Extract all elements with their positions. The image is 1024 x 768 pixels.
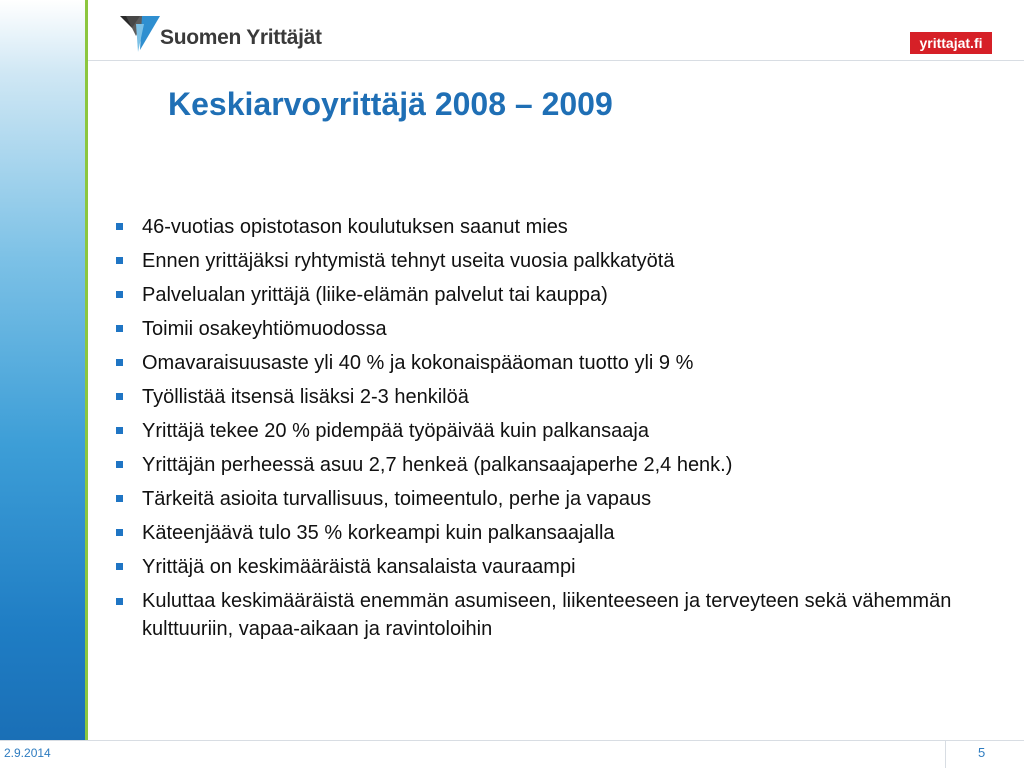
slide-title: Keskiarvoyrittäjä 2008 – 2009 xyxy=(168,86,613,122)
bullet-square-icon xyxy=(116,461,123,468)
list-item xyxy=(114,312,1004,346)
page-number: 5 xyxy=(978,745,986,760)
bullet-square-icon xyxy=(116,359,123,366)
bullet-text: Ennen yrittäjäksi ryhtymistä tehnyt useita vuosia palkkatyötä xyxy=(142,250,675,272)
list-item xyxy=(114,448,1004,482)
logo-mark-icon xyxy=(118,14,162,54)
bullet-square-icon xyxy=(116,598,123,605)
list-item xyxy=(114,414,1004,448)
bullet-text: Tärkeitä asioita turvallisuus, toimeentulo, perhe ja vapaus xyxy=(142,488,652,510)
company-logo xyxy=(118,14,358,54)
bullet-text: Kuluttaa keskimääräistä enemmän asumiseen, liikenteeseen ja terveyteen sekä vähemmän kulttuuriin, vapaa-aikaan ja ravintoloihin xyxy=(142,590,952,640)
list-item xyxy=(114,482,1004,516)
footer-divider xyxy=(0,740,1024,741)
bullet-text: Käteenjäävä tulo 35 % korkeampi kuin palkansaajalla xyxy=(142,522,615,544)
bullet-text: Yrittäjän perheessä asuu 2,7 henkeä (palkansaajaperhe 2,4 henk.) xyxy=(142,454,733,476)
bullet-square-icon xyxy=(116,427,123,434)
footer-date: 2.9.2014 xyxy=(4,746,51,760)
list-item xyxy=(114,210,1004,244)
bullet-square-icon xyxy=(116,291,123,298)
bullet-square-icon xyxy=(116,529,123,536)
footer-separator xyxy=(945,740,946,768)
list-item xyxy=(114,346,1004,380)
list-item xyxy=(114,587,1004,643)
bullet-square-icon xyxy=(116,257,123,264)
bullet-square-icon xyxy=(116,563,123,570)
brand-badge[interactable]: yrittajat.fi xyxy=(910,32,992,54)
bullet-text: 46-vuotias opistotason koulutuksen saanut mies xyxy=(142,216,568,238)
bullet-text: Työllistää itsensä lisäksi 2-3 henkilöä xyxy=(142,386,469,408)
list-item xyxy=(114,516,1004,550)
logo-text: Suomen Yrittäjät xyxy=(160,26,322,49)
bullet-text: Yrittäjä tekee 20 % pidempää työpäivää kuin palkansaaja xyxy=(142,420,649,442)
bullet-square-icon xyxy=(116,495,123,502)
bullet-list xyxy=(114,210,1004,643)
list-item xyxy=(114,244,1004,278)
bullet-square-icon xyxy=(116,223,123,230)
bullet-text: Toimii osakeyhtiömuodossa xyxy=(142,318,387,340)
bullet-square-icon xyxy=(116,325,123,332)
list-item xyxy=(114,380,1004,414)
sidebar-gradient xyxy=(0,0,85,740)
sidebar-accent-line xyxy=(85,0,88,740)
list-item xyxy=(114,278,1004,312)
header-divider xyxy=(88,60,1024,61)
bullet-text: Omavaraisuusaste yli 40 % ja kokonaispääoman tuotto yli 9 % xyxy=(142,352,694,374)
list-item xyxy=(114,550,1004,584)
bullet-text: Palvelualan yrittäjä (liike-elämän palvelut tai kauppa) xyxy=(142,284,608,306)
bullet-square-icon xyxy=(116,393,123,400)
bullet-text: Yrittäjä on keskimääräistä kansalaista vauraampi xyxy=(142,556,576,578)
